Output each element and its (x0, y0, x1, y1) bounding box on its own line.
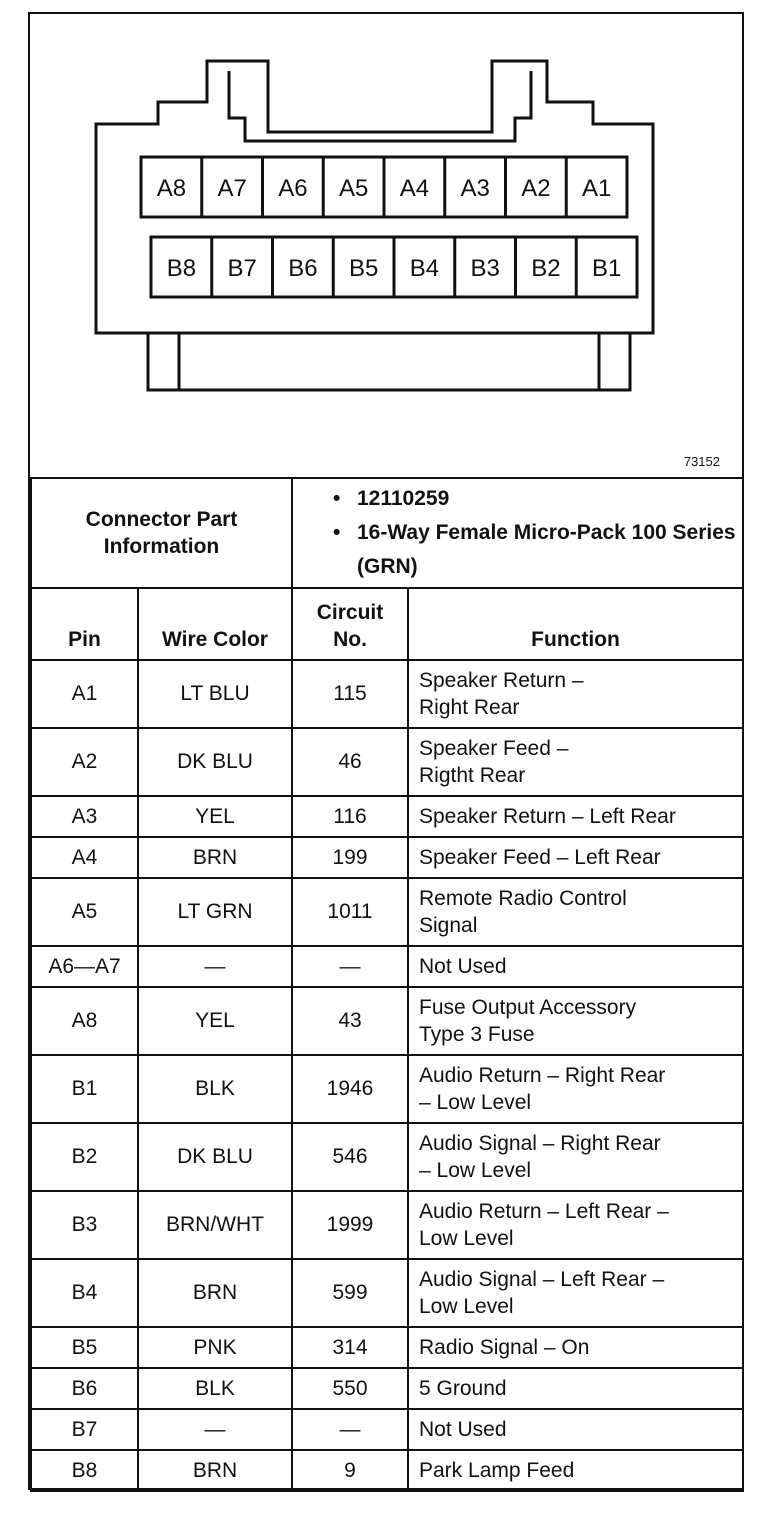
circuit-cell: 199 (292, 837, 408, 878)
wire-color-cell: BRN (138, 1259, 292, 1327)
pin-cell: A8 (31, 987, 138, 1055)
pin-label: A7 (217, 175, 247, 202)
function-line1: Audio Return – Left Rear – (419, 1200, 669, 1223)
function-cell (408, 1055, 743, 1123)
connector-document (28, 12, 744, 1490)
pin-label: A3 (460, 175, 490, 202)
pin-cell: B1 (31, 1055, 138, 1123)
function-line1: Radio Signal – On (419, 1336, 590, 1359)
part-info-label-line1: Connector Part (85, 508, 238, 531)
pin-cell-b8 (167, 255, 196, 282)
function-line1: Audio Signal – Right Rear (419, 1132, 661, 1155)
pin-cell-b2 (516, 237, 561, 297)
pin-cell: B5 (31, 1327, 138, 1368)
function-cell (408, 837, 743, 878)
function-line1: Not Used (419, 1418, 507, 1441)
pin-cell-a3 (445, 157, 490, 217)
pin-cell-a5 (323, 157, 368, 217)
circuit-cell: 116 (292, 796, 408, 837)
wire-color-cell: BRN (138, 1450, 292, 1491)
function-line2: – Low Level (419, 1091, 532, 1114)
circuit-cell: 43 (292, 987, 408, 1055)
function-line1: Fuse Output Accessory (419, 996, 637, 1019)
circuit-cell: 1999 (292, 1191, 408, 1259)
header-circuit-line2: No. (333, 628, 367, 651)
function-cell (408, 1368, 743, 1409)
function-line1: Speaker Return – Left Rear (419, 805, 676, 828)
pin-cell: B7 (31, 1409, 138, 1450)
wire-color-cell: YEL (138, 796, 292, 837)
table-row (31, 878, 743, 946)
pin-cell-b1 (576, 237, 621, 297)
table-row (31, 1191, 743, 1259)
function-cell (408, 728, 743, 796)
connector-table (30, 477, 744, 1492)
pin-cell-b4 (394, 237, 439, 297)
function-line2: – Low Level (419, 1159, 532, 1182)
pin-label: B5 (348, 255, 379, 282)
wire-color-cell: — (138, 1409, 292, 1450)
function-line1: Speaker Feed – (419, 737, 569, 760)
pin-label: A5 (338, 175, 369, 202)
circuit-cell: — (292, 1409, 408, 1450)
function-cell (408, 660, 743, 728)
figure-id: 73152 (683, 454, 720, 469)
function-cell (408, 1259, 743, 1327)
pin-cell-b6 (273, 237, 318, 297)
wire-color-cell: BLK (138, 1368, 292, 1409)
function-cell (408, 1450, 743, 1491)
part-info-values (292, 478, 743, 588)
pin-cell-a1 (566, 157, 611, 217)
row-a-pins (157, 157, 612, 217)
wire-color-cell: PNK (138, 1327, 292, 1368)
wire-color-cell: BRN (138, 837, 292, 878)
circuit-cell: — (292, 946, 408, 987)
pin-cell: B3 (31, 1191, 138, 1259)
pin-label: B2 (531, 255, 561, 282)
function-line1: Remote Radio Control (419, 887, 627, 910)
function-cell (408, 946, 743, 987)
circuit-cell: 550 (292, 1368, 408, 1409)
header-pin: Pin (31, 588, 138, 660)
wire-color-cell: LT BLU (138, 660, 292, 728)
header-circuit-line1: Circuit (316, 601, 384, 624)
table-row (31, 1055, 743, 1123)
header-circuit-no (292, 588, 408, 660)
wire-color-cell: YEL (138, 987, 292, 1055)
pin-cell-b3 (455, 237, 500, 297)
pin-cell: A3 (31, 796, 138, 837)
wire-color-cell: BLK (138, 1055, 292, 1123)
pin-cell: A1 (31, 660, 138, 728)
function-line2: Right Rear (419, 696, 520, 719)
pin-cell-a4 (384, 157, 429, 217)
function-line1: Park Lamp Feed (419, 1459, 575, 1482)
pin-label: A1 (581, 175, 612, 202)
circuit-cell: 314 (292, 1327, 408, 1368)
pin-cell: A2 (31, 728, 138, 796)
table-row (31, 1368, 743, 1409)
circuit-cell: 599 (292, 1259, 408, 1327)
pin-label: B1 (591, 255, 622, 282)
function-line1: Speaker Feed – Left Rear (419, 846, 661, 869)
circuit-cell: 9 (292, 1450, 408, 1491)
circuit-cell: 1011 (292, 878, 408, 946)
pin-label: A6 (278, 175, 308, 202)
table-row (31, 837, 743, 878)
pin-cell: A6—A7 (31, 946, 138, 987)
function-line1: Audio Return – Right Rear (419, 1064, 666, 1087)
pin-label: A2 (521, 175, 551, 202)
table-row (31, 1123, 743, 1191)
function-line2: Low Level (419, 1227, 514, 1250)
function-cell (408, 1123, 743, 1191)
function-cell (408, 987, 743, 1055)
function-line1: Not Used (419, 955, 507, 978)
pin-cell-a2 (506, 157, 551, 217)
table-row (31, 987, 743, 1055)
circuit-cell: 46 (292, 728, 408, 796)
function-line2: Type 3 Fuse (419, 1023, 535, 1046)
pin-label: A4 (399, 175, 430, 202)
header-wire-color: Wire Color (138, 588, 292, 660)
part-info-label (31, 478, 292, 588)
pin-cell: B4 (31, 1259, 138, 1327)
pin-cell: B6 (31, 1368, 138, 1409)
pin-cell-a6 (263, 157, 308, 217)
function-cell (408, 796, 743, 837)
part-info-label-line2: Information (103, 535, 220, 558)
pin-cell: B8 (31, 1450, 138, 1491)
pin-cell: B2 (31, 1123, 138, 1191)
pin-label: A8 (156, 175, 187, 202)
pin-label: B7 (227, 255, 257, 282)
wire-color-cell: — (138, 946, 292, 987)
table-row (31, 1327, 743, 1368)
part-info-row (31, 478, 743, 588)
function-cell (408, 1191, 743, 1259)
wire-color-cell: LT GRN (138, 878, 292, 946)
housing-foot (148, 333, 630, 390)
pin-cell: A4 (31, 837, 138, 878)
function-cell (408, 878, 743, 946)
function-line2: Rigtht Rear (419, 764, 526, 787)
table-row (31, 796, 743, 837)
wire-color-cell: DK BLU (138, 728, 292, 796)
wire-color-cell: BRN/WHT (138, 1191, 292, 1259)
function-line2: Signal (419, 914, 478, 937)
table-row (31, 1409, 743, 1450)
pin-cell-a7 (202, 157, 247, 217)
pin-label: B6 (288, 255, 318, 282)
table-row (31, 1450, 743, 1491)
function-line1: Speaker Return – (419, 669, 584, 692)
circuit-cell: 1946 (292, 1055, 408, 1123)
table-row (31, 660, 743, 728)
connector-outline (30, 14, 742, 477)
table-row (31, 946, 743, 987)
pin-label: B3 (470, 255, 500, 282)
pin-cell-b7 (212, 237, 257, 297)
part-number: • 12110259 (333, 482, 742, 516)
pin-cell-a8 (157, 175, 186, 202)
table-header-row (31, 588, 743, 660)
circuit-cell: 546 (292, 1123, 408, 1191)
header-function: Function (408, 588, 743, 660)
function-line2: Low Level (419, 1295, 514, 1318)
pin-label: B4 (409, 255, 440, 282)
pin-label: B8 (166, 255, 197, 282)
function-cell (408, 1409, 743, 1450)
pin-cell: A5 (31, 878, 138, 946)
row-b-pins (167, 237, 622, 297)
function-line1: 5 Ground (419, 1377, 507, 1400)
table-row (31, 728, 743, 796)
circuit-cell: 115 (292, 660, 408, 728)
wire-color-cell: DK BLU (138, 1123, 292, 1191)
table-row (31, 1259, 743, 1327)
function-cell (408, 1327, 743, 1368)
connector-description: • 16-Way Female Micro-Pack 100 Series (GRN) (333, 516, 742, 584)
pin-cell-b5 (333, 237, 378, 297)
function-line1: Audio Signal – Left Rear – (419, 1268, 665, 1291)
connector-face-diagram (30, 14, 742, 477)
